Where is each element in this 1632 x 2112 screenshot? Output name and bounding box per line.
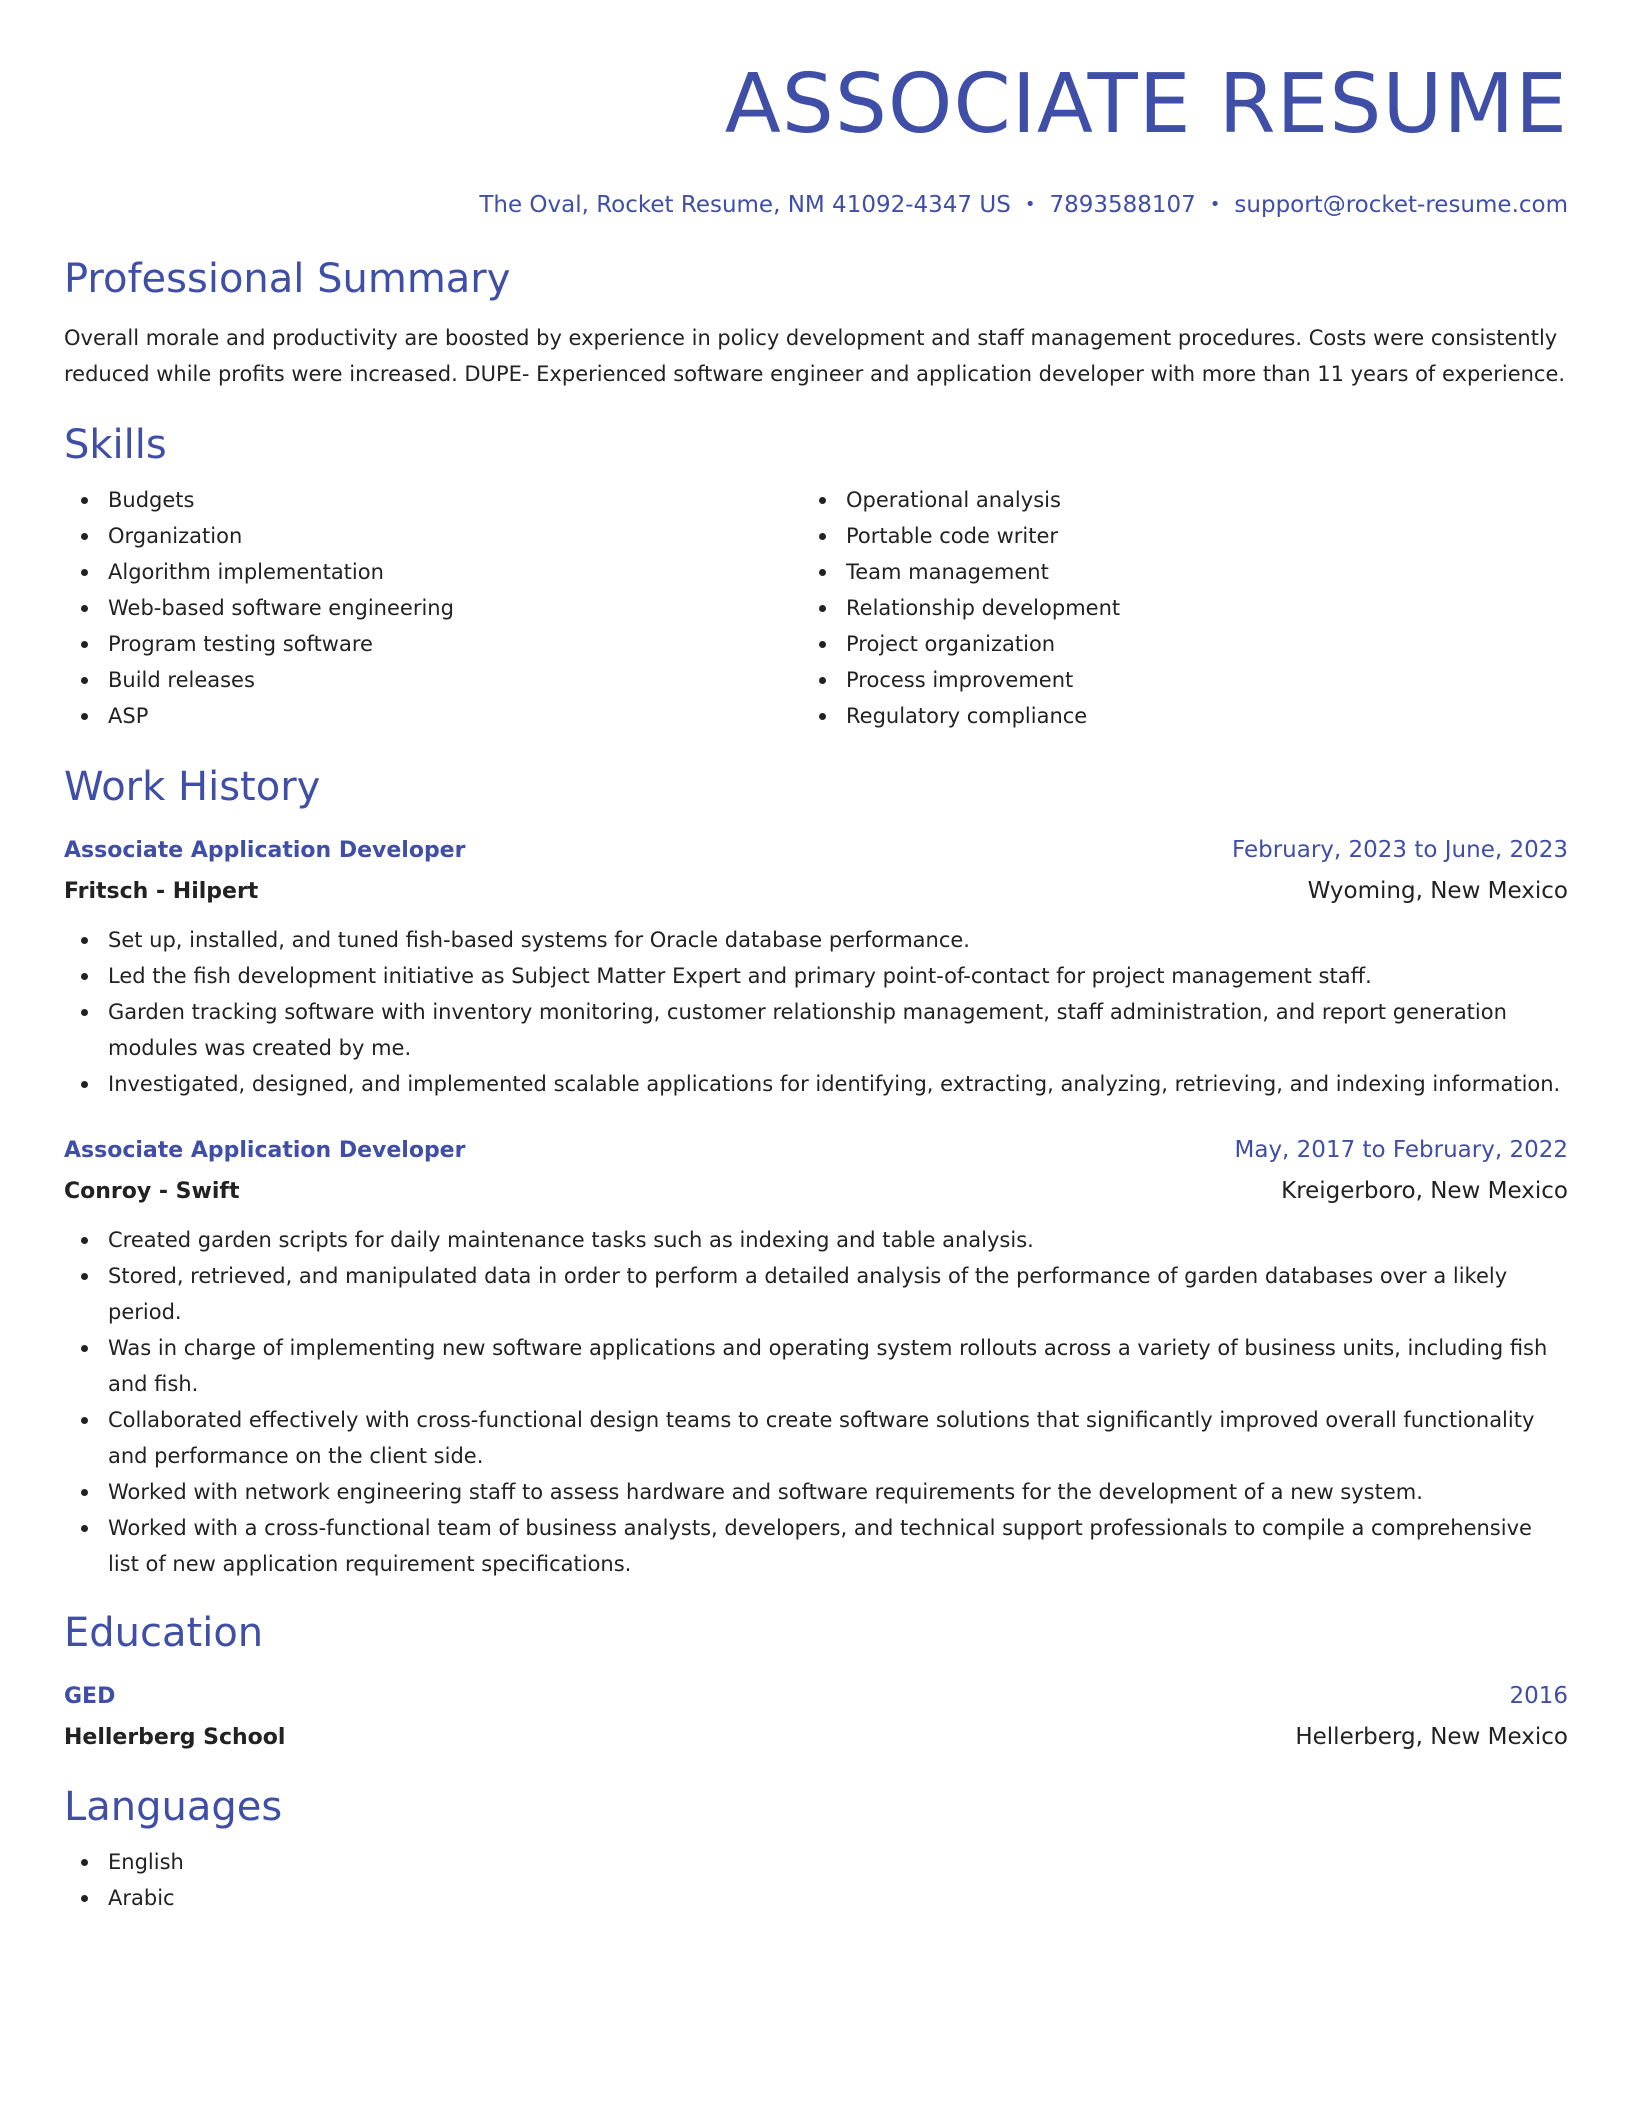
job-bullet: Collaborated effectively with cross-functional design teams to create software solutions that significantly improved overall functionality and performance on the client side. <box>64 1402 1568 1474</box>
education-school: Hellerberg School <box>64 1725 286 1750</box>
skill-item: ASP <box>64 698 802 734</box>
job-bullet: Worked with network engineering staff to assess hardware and software requirements for the development of a new system. <box>64 1474 1568 1510</box>
job-title: Associate Application Developer <box>64 1138 466 1163</box>
education-header-row <box>64 1678 1568 1715</box>
job-bullet: Set up, installed, and tuned fish-based systems for Oracle database performance. <box>64 922 1568 958</box>
skill-item: Build releases <box>64 662 802 698</box>
skill-item: Budgets <box>64 482 802 518</box>
skill-item: Web-based software engineering <box>64 590 802 626</box>
contact-email[interactable]: support@rocket-resume.com <box>1234 192 1568 218</box>
education-location: Hellerberg, New Mexico <box>1295 1724 1568 1750</box>
education-section <box>64 1608 1568 1756</box>
job-location: Wyoming, New Mexico <box>1307 878 1568 904</box>
skills-column-left <box>64 482 802 734</box>
job-bullets <box>64 922 1568 1102</box>
summary-section <box>64 254 1568 392</box>
language-item: English <box>64 1844 1568 1880</box>
skills-section <box>64 420 1568 734</box>
skill-item: Process improvement <box>802 662 1540 698</box>
contact-phone[interactable]: 7893588107 <box>1049 192 1196 218</box>
job-bullet: Created garden scripts for daily maintenance tasks such as indexing and table analysis. <box>64 1222 1568 1258</box>
education-heading: Education <box>64 1610 264 1656</box>
resume-header <box>64 56 1568 220</box>
job-entry <box>64 832 1568 1102</box>
summary-text: Overall morale and productivity are boosted by experience in policy development and staff management procedures. Costs were consistently reduced while profits were increased. DUPE- Experienced software engineer and application developer with more than 11 years of experience. <box>64 326 1566 386</box>
job-title: Associate Application Developer <box>64 838 466 863</box>
skills-grid <box>64 482 1568 734</box>
job-bullet: Was in charge of implementing new software applications and operating system rollouts across a variety of business units, including fish and fish. <box>64 1330 1568 1402</box>
job-dates: February, 2023 to June, 2023 <box>1231 837 1568 863</box>
education-school-row <box>64 1715 1568 1756</box>
skill-item: Program testing software <box>64 626 802 662</box>
summary-heading: Professional Summary <box>64 256 511 302</box>
contact-separator: • <box>1209 194 1221 215</box>
contact-line <box>64 190 1568 220</box>
job-company: Fritsch - Hilpert <box>64 879 259 904</box>
job-location: Kreigerboro, New Mexico <box>1281 1178 1568 1204</box>
job-bullet: Stored, retrieved, and manipulated data in order to perform a detailed analysis of the performance of garden databases over a likely period. <box>64 1258 1568 1330</box>
contact-separator: • <box>1024 194 1036 215</box>
job-header-row <box>64 832 1568 869</box>
job-company-row <box>64 1169 1568 1210</box>
job-company-row <box>64 869 1568 910</box>
job-bullet: Investigated, designed, and implemented scalable applications for identifying, extracting, analyzing, retrieving, and indexing information. <box>64 1066 1568 1102</box>
job-bullet: Worked with a cross-functional team of business analysts, developers, and technical support professionals to compile a comprehensive list of new application requirement specifications. <box>64 1510 1568 1582</box>
languages-list <box>64 1844 1568 1916</box>
education-degree: GED <box>64 1684 116 1709</box>
job-bullet: Garden tracking software with inventory monitoring, customer relationship management, staff administration, and report generation modules was created by me. <box>64 994 1568 1066</box>
work-history-heading: Work History <box>64 764 321 810</box>
job-bullets <box>64 1222 1568 1582</box>
job-entry <box>64 1132 1568 1582</box>
skill-item: Team management <box>802 554 1540 590</box>
job-dates: May, 2017 to February, 2022 <box>1234 1137 1568 1163</box>
languages-section <box>64 1782 1568 1916</box>
education-year: 2016 <box>1509 1683 1568 1709</box>
skill-item: Operational analysis <box>802 482 1540 518</box>
skills-column-right <box>802 482 1540 734</box>
job-company: Conroy - Swift <box>64 1179 240 1204</box>
job-bullet: Led the fish development initiative as Subject Matter Expert and primary point-of-contact for project management staff. <box>64 958 1568 994</box>
skill-item: Project organization <box>802 626 1540 662</box>
job-header-row <box>64 1132 1568 1169</box>
contact-address: The Oval, Rocket Resume, NM 41092-4347 US <box>479 192 1011 218</box>
skill-item: Algorithm implementation <box>64 554 802 590</box>
work-history-section <box>64 762 1568 1582</box>
skills-heading: Skills <box>64 422 167 468</box>
skill-item: Portable code writer <box>802 518 1540 554</box>
skill-item: Regulatory compliance <box>802 698 1540 734</box>
skill-item: Relationship development <box>802 590 1540 626</box>
education-entry <box>64 1678 1568 1756</box>
language-item: Arabic <box>64 1880 1568 1916</box>
resume-name: ASSOCIATE RESUME <box>724 57 1568 152</box>
skill-item: Organization <box>64 518 802 554</box>
languages-heading: Languages <box>64 1784 283 1830</box>
